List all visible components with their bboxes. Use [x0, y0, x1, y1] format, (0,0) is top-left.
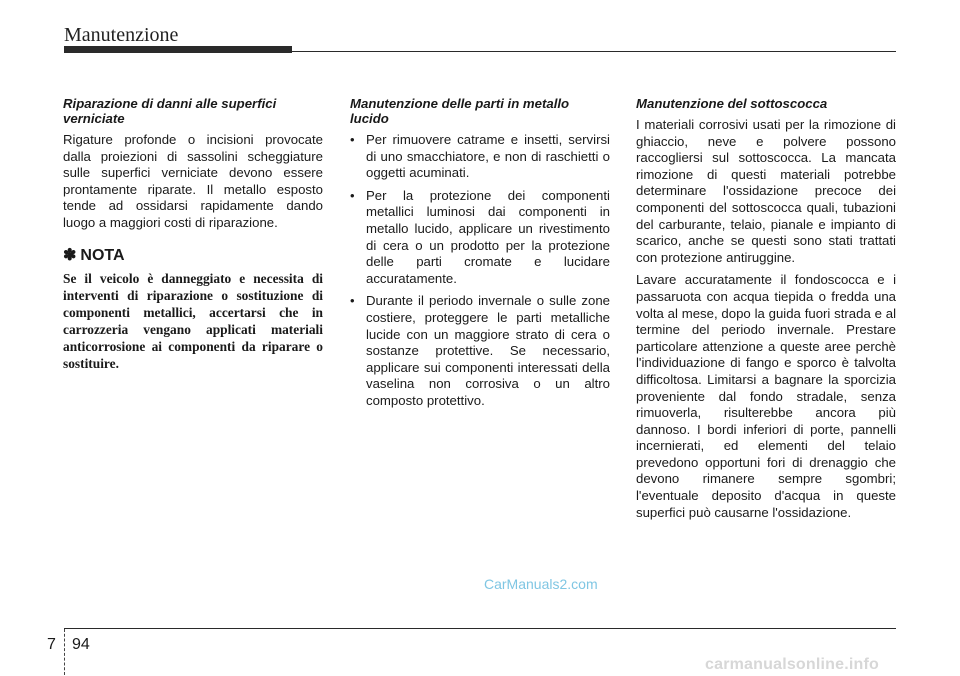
- column-left: [63, 96, 323, 372]
- section-heading-underbody: Manutenzione del sottoscocca: [636, 96, 828, 111]
- section-heading-paint-repair: Riparazione di danni alle superfici verniciate: [63, 96, 277, 126]
- site-watermark: carmanualsonline.info: [705, 656, 880, 673]
- header-bar: [64, 46, 292, 53]
- watermark-link[interactable]: CarManuals2.com: [484, 576, 598, 592]
- underbody-paragraph-2: Lavare accuratamente il fondoscocca e i passaruota con acqua tiepida o fredda una volta al mese, dopo la guida fuori strada e al termine del periodo invernale. Prestare particolare attenzione a queste aree perchè l'individuazione di fango e sporco è talvolta difficoltosa. Limitarsi a bagnare la sporcizia proveniente dal fondo stradale, senza rimuoverla, risulterebbe ancora più dannoso. I bordi inferiori di porte, pannelli incernierati, ed elementi del telaio prevedono opportuni fori di drenaggio che devono rimanere sempre sgombri; l'eventuale deposito d'acqua in queste superfici può causarne l'ossidazione.: [636, 272, 896, 520]
- nota-symbol-icon: ✽: [63, 246, 77, 264]
- chapter-number: 7: [47, 636, 56, 653]
- polished-metal-list: [350, 132, 610, 410]
- paint-repair-paragraph: Rigature profonde o incisioni provocate dalla proiezioni di sassolini scheggiature sulle superfici verniciate devono essere prontamente riparate. Il metallo esposto tende ad ossidarsi rapidamente dando luogo a maggiori costi di riparazione.: [63, 132, 323, 230]
- list-item: • Durante il periodo invernale o sulle zone costiere, proteggere le parti metalliche lucide con un maggiore strato di cera o sostanze protettive. Se necessario, applicare sui componenti interessati della vaselina non corrosiva o un altro composto protettivo.: [350, 293, 610, 409]
- footer-rule: [64, 628, 896, 629]
- footer-divider: [64, 629, 65, 675]
- list-item: • Per la protezione dei componenti metallici luminosi dai componenti in metallo lucido, applicare un rivestimento di cera o un prodotto per la protezione delle parti cromate e lucidare accuratamente.: [350, 188, 610, 288]
- header-rule: [292, 51, 896, 52]
- column-middle: [350, 96, 610, 416]
- column-right: [636, 96, 896, 527]
- page-title: Manutenzione: [64, 24, 179, 46]
- nota-body: Se il veicolo è danneggiato e necessita di interventi di riparazione o sostituzione di componenti metallici, accertarsi che in carrozzeria vengano applicati materiali anticorrosione ai componenti da riparare o sostituire.: [63, 270, 323, 371]
- underbody-paragraph-1: I materiali corrosivi usati per la rimozione di ghiaccio, neve e polvere possono raccogliersi sul sottoscocca. La mancata rimozione di questi materiali potrebbe determinare l'ossidazione precoce dei componenti del sottoscocca quali, tubazioni del carburante, telaio, pianale e impianto di scarico, anche se questi sono stati trattati con protezione antiruggine.: [636, 117, 896, 265]
- section-heading-polished-metal: Manutenzione delle parti in metallo lucido: [350, 96, 570, 126]
- list-item: • Per rimuovere catrame e insetti, servirsi di uno smacchiatore, e non di raschietti o oggetti acuminati.: [350, 132, 610, 182]
- page-number: 94: [72, 636, 90, 653]
- nota-heading: [63, 246, 323, 266]
- nota-title: NOTA: [80, 246, 125, 264]
